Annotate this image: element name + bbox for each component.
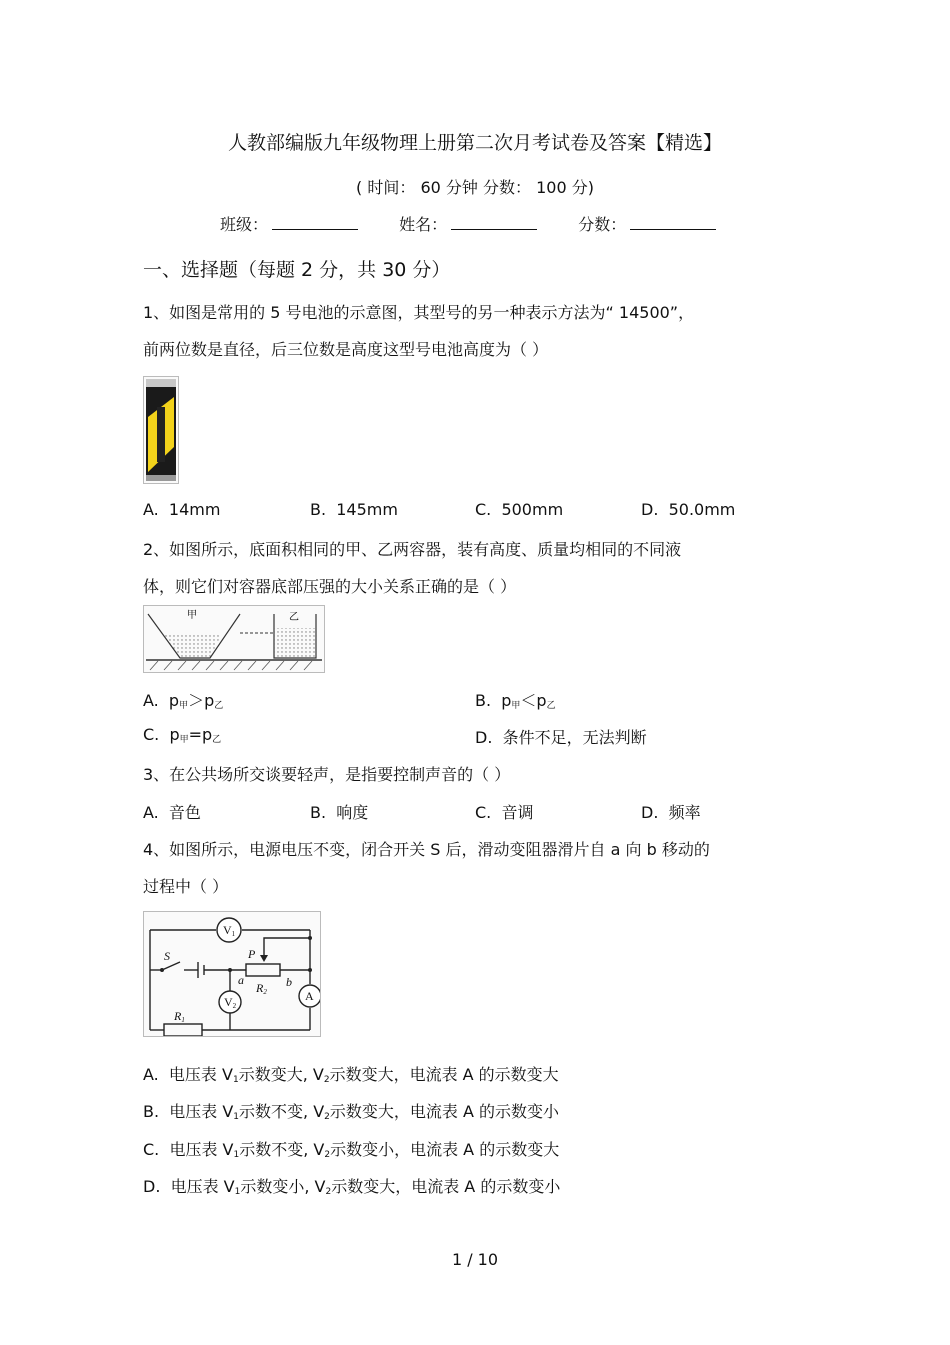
switch-label: S bbox=[164, 949, 170, 963]
q2-line2: 体，则它们对容器底部压强的大小关系正确的是（ ） bbox=[143, 577, 517, 596]
q3-line1: 3、在公共场所交谈要轻声，是指要控制声音的（ ） bbox=[143, 765, 511, 784]
class-label: 班级： bbox=[220, 215, 269, 234]
q4-option-d: D. 电压表 $V_1$示数变小, $V_2$示数变大，电流表 A 的示数变小 bbox=[143, 1177, 561, 1197]
q2-option-a: A. $p_甲>p_乙$ bbox=[143, 691, 224, 711]
q1-option-a: A. 14mm bbox=[143, 500, 221, 519]
label-yi: 乙 bbox=[289, 612, 299, 623]
q1-line2: 前两位数是直径，后三位数是高度这型号电池高度为（ ） bbox=[143, 340, 549, 359]
circuit-diagram bbox=[143, 911, 321, 1037]
r2-label: R2 bbox=[256, 981, 267, 996]
q3-option-c: C. 音调 bbox=[475, 803, 534, 822]
q4-option-c: C. 电压表 $V_1$示数不变, $V_2$示数变小，电流表 A 的示数变大 bbox=[143, 1140, 560, 1160]
q2-line1: 2、如图所示，底面积相同的甲、乙两容器，装有高度、质量均相同的不同液 bbox=[143, 540, 682, 559]
v2-meter-label: V2 bbox=[224, 995, 237, 1010]
slider-label: P bbox=[248, 947, 256, 961]
q1-option-b: B. 145mm bbox=[310, 500, 398, 519]
q1-option-d: D. 50.0mm bbox=[641, 500, 736, 519]
v1-meter-label: V1 bbox=[223, 923, 236, 938]
q4-line1: 4、如图所示，电源电压不变，闭合开关 S 后，滑动变阻器滑片自 a 向 b 移动的 bbox=[143, 840, 710, 859]
r1-label: R1 bbox=[174, 1009, 185, 1024]
q2-option-b: B. $p_甲<p_乙$ bbox=[475, 691, 556, 711]
q4-option-b: B. 电压表 $V_1$示数不变, $V_2$示数变大，电流表 A 的示数变小 bbox=[143, 1102, 559, 1122]
q1-line1: 1、如图是常用的 5 号电池的示意图，其型号的另一种表示方法为“ 14500”， bbox=[143, 303, 695, 322]
section-heading: 一、选择题（每题 2 分，共 30 分） bbox=[143, 259, 451, 281]
battery-image bbox=[143, 376, 179, 484]
score-label: 分数： bbox=[578, 215, 627, 234]
page-number: 1 / 10 bbox=[451, 1250, 499, 1269]
name-label: 姓名： bbox=[399, 215, 448, 234]
q3-option-a: A. 音色 bbox=[143, 803, 201, 822]
exam-info: ( 时间： 60 分钟 分数： 100 分) bbox=[356, 178, 594, 197]
page-title: 人教部编版九年级物理上册第二次月考试卷及答案【精选】 bbox=[227, 132, 722, 154]
q4-line2: 过程中（ ） bbox=[143, 877, 229, 896]
q2-option-d: D. 条件不足，无法判断 bbox=[475, 728, 647, 747]
student-fields bbox=[220, 212, 752, 235]
name-blank bbox=[451, 213, 537, 230]
q1-option-c: C. 500mm bbox=[475, 500, 564, 519]
label-jia: 甲 bbox=[187, 610, 197, 621]
containers-figure bbox=[143, 605, 325, 673]
q3-option-d: D. 频率 bbox=[641, 803, 701, 822]
q2-option-c: C. $p_甲=p_乙$ bbox=[143, 725, 222, 745]
q3-option-b: B. 响度 bbox=[310, 803, 369, 822]
terminal-a-label: a bbox=[238, 973, 244, 987]
q4-option-a: A. 电压表 $V_1$示数变大, $V_2$示数变大，电流表 A 的示数变大 bbox=[143, 1065, 559, 1085]
score-blank bbox=[630, 213, 716, 230]
terminal-b-label: b bbox=[286, 975, 292, 989]
class-blank bbox=[272, 213, 358, 230]
ammeter-label: A bbox=[305, 989, 314, 1003]
